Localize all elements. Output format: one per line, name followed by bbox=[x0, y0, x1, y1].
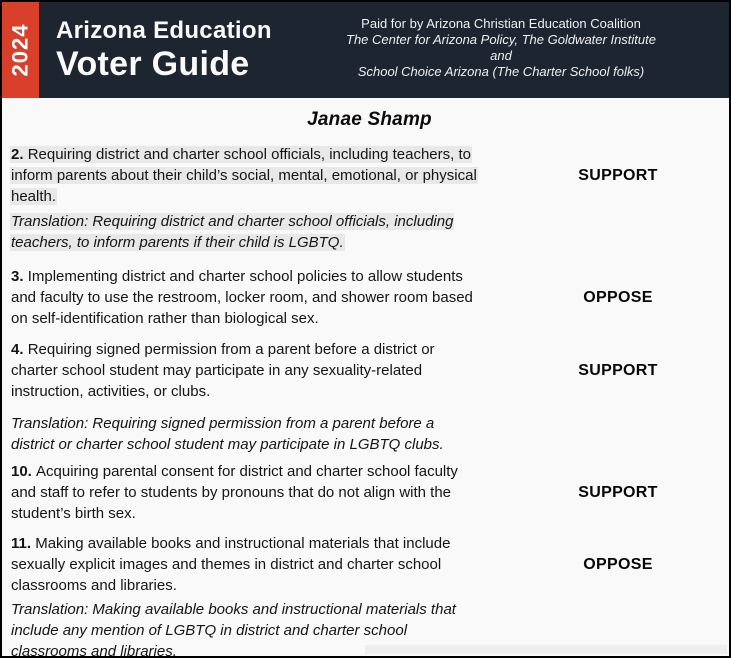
year-label: 2024 bbox=[7, 23, 33, 77]
paid-for-line: The Center for Arizona Policy, The Goldwater Institute bbox=[346, 32, 656, 47]
question-line: inform parents about their child’s social, mental, emotional, or physical bbox=[11, 167, 477, 184]
question-number: 11. bbox=[11, 535, 36, 552]
guide-title-line2: Voter Guide bbox=[56, 45, 250, 83]
question-line: and staff to refer to students by pronouns that do not align with the bbox=[11, 484, 452, 501]
question-line: on self-identification rather than biological sex. bbox=[11, 310, 319, 327]
question-text bbox=[10, 339, 507, 402]
position-label: SUPPORT bbox=[578, 166, 658, 184]
footer-strip-decoration bbox=[365, 645, 727, 654]
translation-row bbox=[10, 211, 729, 253]
question-row bbox=[10, 533, 729, 596]
question-number: 3. bbox=[11, 268, 28, 285]
question-row bbox=[10, 339, 729, 402]
header bbox=[2, 2, 729, 98]
question-line: health. bbox=[11, 188, 57, 205]
question-line: and faculty to use the restroom, locker room, and shower room based bbox=[11, 289, 473, 306]
guide-body bbox=[2, 109, 729, 658]
question-line: charter school student may participate in any sexuality-related bbox=[11, 362, 423, 379]
paid-for-line: and bbox=[490, 48, 512, 63]
question-text bbox=[10, 413, 507, 455]
question-text bbox=[10, 533, 507, 596]
question-line: 4. Requiring signed permission from a parent before a district or bbox=[11, 341, 435, 358]
question-line: sexually explicit images and themes in district and charter school bbox=[11, 556, 442, 573]
question-text bbox=[10, 144, 507, 207]
position-label: SUPPORT bbox=[578, 361, 658, 379]
question-text bbox=[10, 211, 507, 253]
question-line: 11. Making available books and instructional materials that include bbox=[11, 535, 451, 552]
translation-line: Translation: Requiring district and charter school officials, including bbox=[11, 213, 454, 230]
position-label: OPPOSE bbox=[583, 555, 653, 573]
question-line: instruction, activities, or clubs. bbox=[11, 383, 211, 400]
translation-line: teachers, to inform parents if their child is LGBTQ. bbox=[11, 234, 344, 251]
position-label: SUPPORT bbox=[578, 483, 658, 501]
translation-line: classrooms and libraries. bbox=[11, 643, 177, 658]
question-number: 10. bbox=[11, 463, 37, 480]
candidate-name: Janae Shamp bbox=[307, 109, 432, 130]
question-line: classrooms and libraries. bbox=[11, 577, 177, 594]
question-number: 2. bbox=[11, 146, 28, 163]
question-line: 3. Implementing district and charter school policies to allow students bbox=[11, 268, 463, 285]
paid-for-disclaimer bbox=[315, 2, 687, 98]
question-text bbox=[10, 461, 507, 524]
question-line: student’s birth sex. bbox=[11, 505, 136, 522]
translation-line: district or charter school student may participate in LGBTQ clubs. bbox=[11, 436, 444, 453]
question-line: 10. Acquiring parental consent for district and charter school faculty bbox=[11, 463, 458, 480]
question-row bbox=[10, 144, 729, 207]
question-row bbox=[10, 461, 729, 524]
year-badge bbox=[2, 2, 39, 98]
question-line: 2. Requiring district and charter school officials, including teachers, to bbox=[11, 146, 471, 163]
question-list bbox=[10, 144, 729, 658]
question-text bbox=[10, 266, 507, 329]
position-label: OPPOSE bbox=[583, 288, 653, 306]
translation-line: Translation: Making available books and instructional materials that bbox=[11, 601, 456, 618]
paid-for-line: Paid for by Arizona Christian Education Coalition bbox=[361, 16, 641, 31]
guide-title bbox=[39, 2, 272, 98]
translation-line: include any mention of LGBTQ in district and charter school bbox=[11, 622, 408, 639]
translation-row bbox=[10, 413, 729, 455]
translation-line: Translation: Requiring signed permission from a parent before a bbox=[11, 415, 435, 432]
question-row bbox=[10, 266, 729, 329]
paid-for-line: School Choice Arizona (The Charter School folks) bbox=[357, 64, 645, 79]
question-number: 4. bbox=[11, 341, 28, 358]
guide-title-line1: Arizona Education bbox=[56, 17, 272, 44]
